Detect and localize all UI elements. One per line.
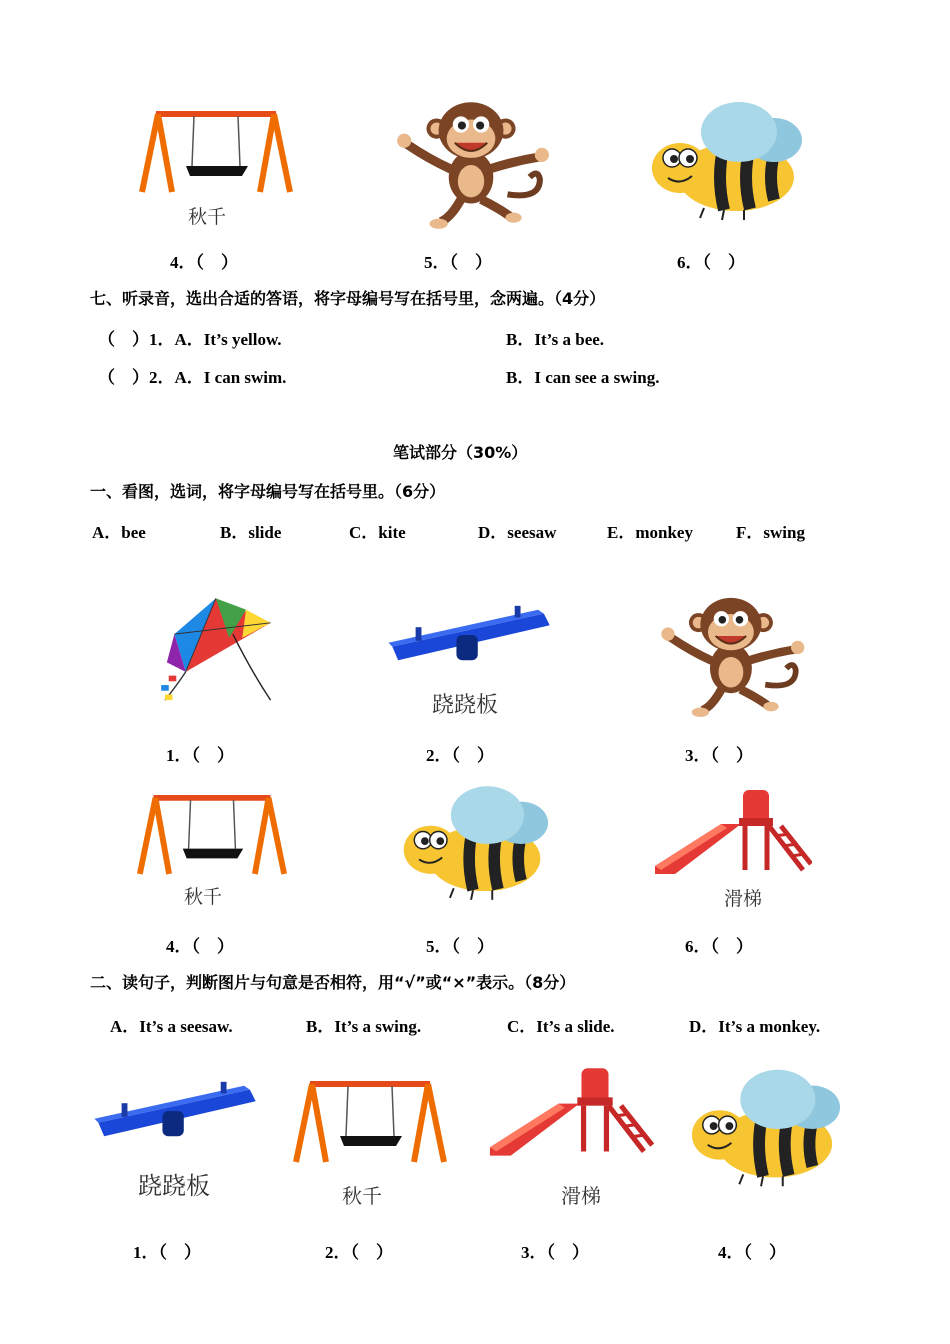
- kite-image: [148, 596, 280, 710]
- section7-q2-a: （ ）2．A．I can swim.: [98, 368, 287, 387]
- swing-caption-part1: 秋千: [184, 886, 223, 908]
- slide-caption-part1: 滑梯: [724, 888, 763, 910]
- slide-image-part2: [484, 1062, 654, 1166]
- part1-option-c: C．kite: [349, 523, 406, 542]
- seesaw-caption-part1: 跷跷板: [432, 693, 499, 718]
- part1-option-a: A．bee: [92, 523, 146, 542]
- part2-number-2: 2．（ ）: [325, 1243, 393, 1262]
- section7-q1-b: B．It’s a bee.: [506, 330, 605, 349]
- bee-image-part2: [684, 1066, 842, 1192]
- part1-number-1: 1．（ ）: [166, 746, 234, 765]
- monkey-image-top: [388, 98, 550, 230]
- seesaw-image-part1: [388, 600, 554, 668]
- slide-caption-part2: 滑梯: [561, 1184, 601, 1208]
- part2-number-4: 4．（ ）: [718, 1243, 786, 1262]
- top-number-4: 4．（ ）: [170, 253, 238, 272]
- swing-caption-top: 秋千: [188, 206, 227, 228]
- bee-image-part1: [396, 786, 550, 902]
- part1-number-3: 3．（ ）: [685, 746, 753, 765]
- part1-title: 一、看图，选词，将字母编号写在括号里。（6分）: [90, 482, 446, 501]
- part1-number-6: 6．（ ）: [685, 937, 753, 956]
- bee-image-top: [644, 102, 804, 222]
- part2-number-3: 3．（ ）: [521, 1243, 589, 1262]
- part1-option-f: F．swing: [736, 523, 805, 542]
- part1-option-b: B．slide: [220, 523, 282, 542]
- part2-sentence-d: D．It’s a monkey.: [689, 1017, 821, 1036]
- swing-caption-part2: 秋千: [342, 1184, 382, 1208]
- seesaw-caption-part2: 跷跷板: [138, 1172, 210, 1200]
- written-part-title: 笔试部分（30%）: [393, 443, 528, 462]
- section7-q1-a: （ ）1．A．It’s yellow.: [98, 330, 282, 349]
- part2-sentence-a: A．It’s a seesaw.: [110, 1017, 233, 1036]
- swing-image-part1: [134, 788, 290, 876]
- part1-number-4: 4．（ ）: [166, 937, 234, 956]
- swing-image-top: [136, 104, 296, 194]
- swing-image-part2: [290, 1064, 450, 1174]
- part1-option-d: D．seesaw: [478, 523, 557, 542]
- slide-image-part1: [650, 784, 812, 884]
- top-number-5: 5．（ ）: [424, 253, 492, 272]
- part1-number-5: 5．（ ）: [426, 937, 494, 956]
- part2-sentence-c: C．It’s a slide.: [507, 1017, 615, 1036]
- seesaw-image-part2: [94, 1076, 260, 1144]
- section7-title: 七、听录音，选出合适的答语，将字母编号写在括号里，念两遍。（4分）: [90, 289, 606, 308]
- part1-number-2: 2．（ ）: [426, 746, 494, 765]
- part2-sentence-b: B．It’s a swing.: [306, 1017, 422, 1036]
- monkey-image-part1: [652, 594, 806, 718]
- part1-option-e: E．monkey: [607, 523, 693, 542]
- top-number-6: 6．（ ）: [677, 253, 745, 272]
- part2-title: 二、读句子，判断图片与句意是否相符，用“√”或“×”表示。（8分）: [90, 973, 576, 992]
- section7-q2-b: B．I can see a swing.: [506, 368, 660, 387]
- part2-number-1: 1．（ ）: [133, 1243, 201, 1262]
